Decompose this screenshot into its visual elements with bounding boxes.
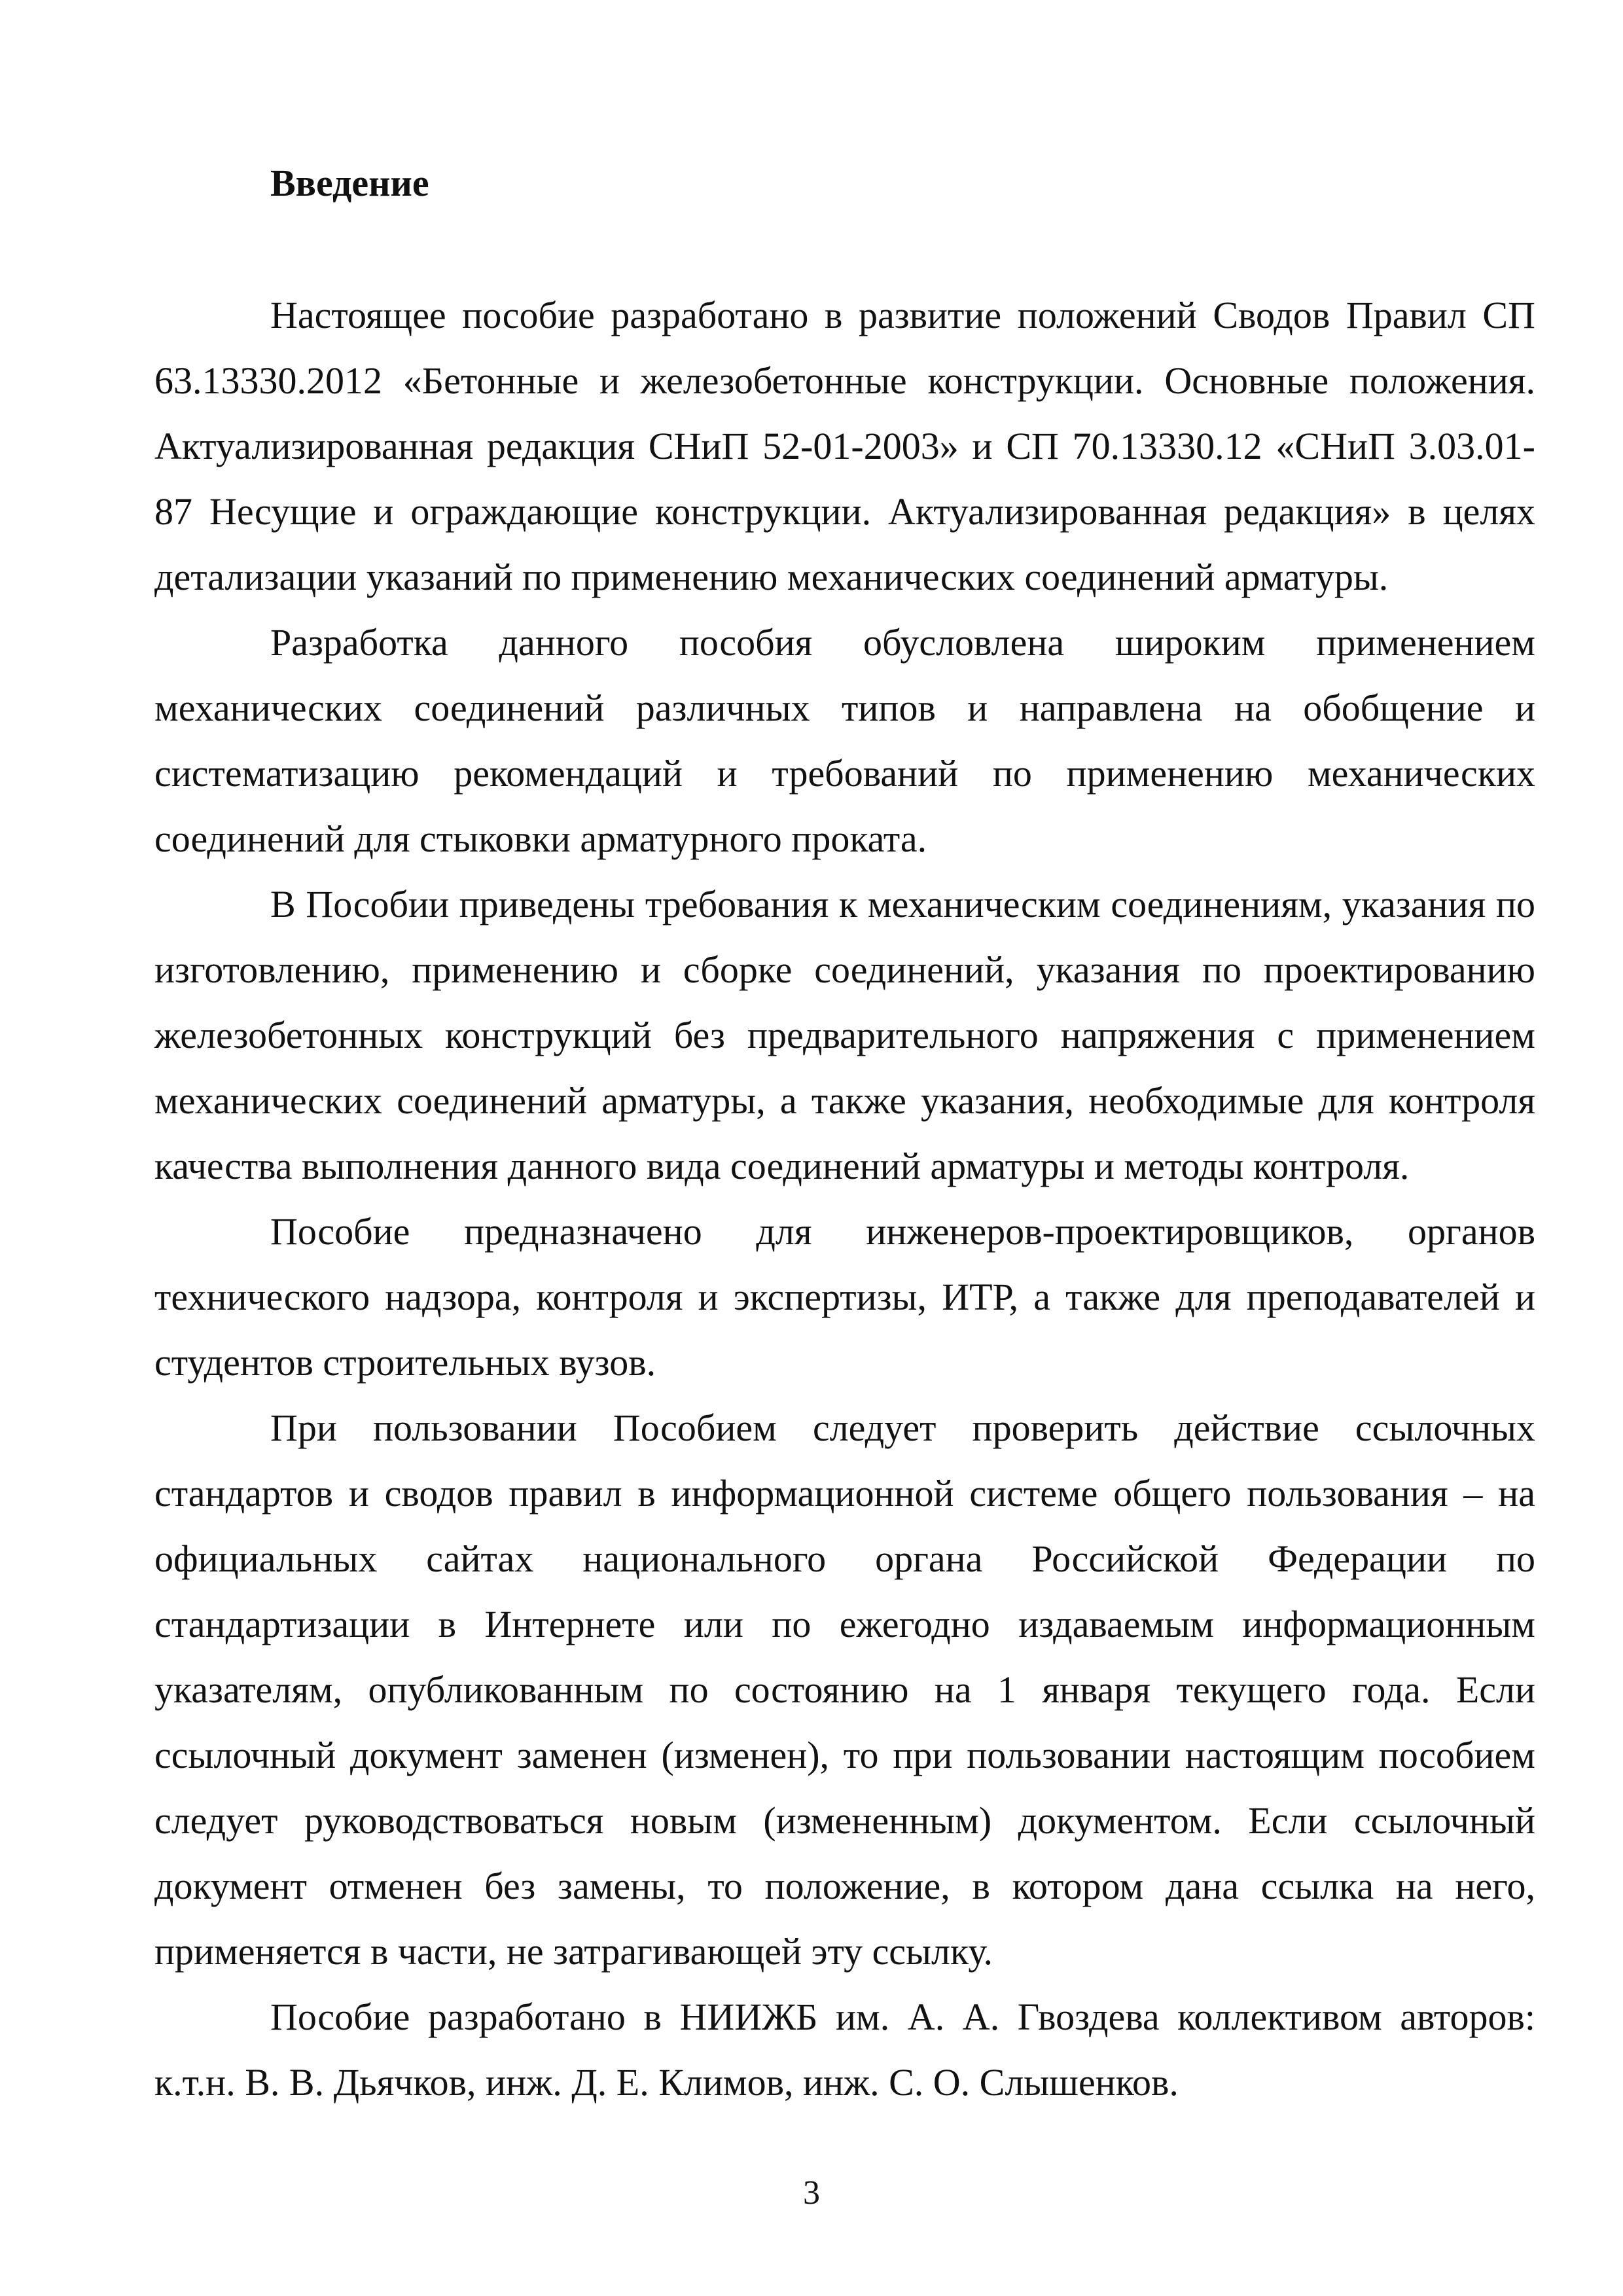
paragraph-motivation: Разработка данного пособия обусловлена широким применением механических соединений различных типов и направлена на обобщение и систематизацию рекомендаций и требований по применению механических соединений для стыковки арматурного проката. (154, 621, 1535, 860)
page-number: 3 (803, 2174, 820, 2212)
paragraph-authors: Пособие разработано в НИИЖБ им. А. А. Гвоздева коллективом авторов: к.т.н. В. В. Дьячков, инж. Д. Е. Климов, инж. С. О. Слышенков. (154, 1996, 1535, 2104)
body-text (154, 283, 1535, 2115)
paragraph-references: При пользовании Пособием следует проверить действие ссылочных стандартов и сводов правил в информационной системе общего пользования – на официальных сайтах национального органа Российской Федерации по стандартизации в Интернете или по ежегодно издаваемым информационным указателям, опубликованным по состоянию на 1 января текущего года. Если ссылочный документ заменен (изменен), то при пользовании настоящим пособием следует руководствоваться новым (измененным) документом. Если ссылочный документ отменен без замены, то положение, в котором дана ссылка на него, применяется в части, не затрагивающей эту ссылку. (154, 1407, 1535, 1973)
section-heading: Введение (270, 162, 429, 204)
paragraph-contents: В Пособии приведены требования к механическим соединениям, указания по изготовлению, применению и сборке соединений, указания по проектированию железобетонных конструкций без предварительного напряжения с применением механических соединений арматуры, а также указания, необходимые для контроля качества выполнения данного вида соединений арматуры и методы контроля. (154, 883, 1535, 1187)
paragraph-audience: Пособие предназначено для инженеров-проектировщиков, органов технического надзора, контроля и экспертизы, ИТР, а также для преподавателей и студентов строительных вузов. (154, 1210, 1535, 1384)
paragraph-purpose: Настоящее пособие разработано в развитие положений Сводов Правил СП 63.13330.2012 «Бетонные и железобетонные конструкции. Основные положения. Актуализированная редакция СНиП 52-01-2003» и СП 70.13330.12 «СНиП 3.03.01-87 Несущие и ограждающие конструкции. Актуализированная редакция» в целях детализации указаний по применению механических соединений арматуры. (154, 294, 1535, 598)
